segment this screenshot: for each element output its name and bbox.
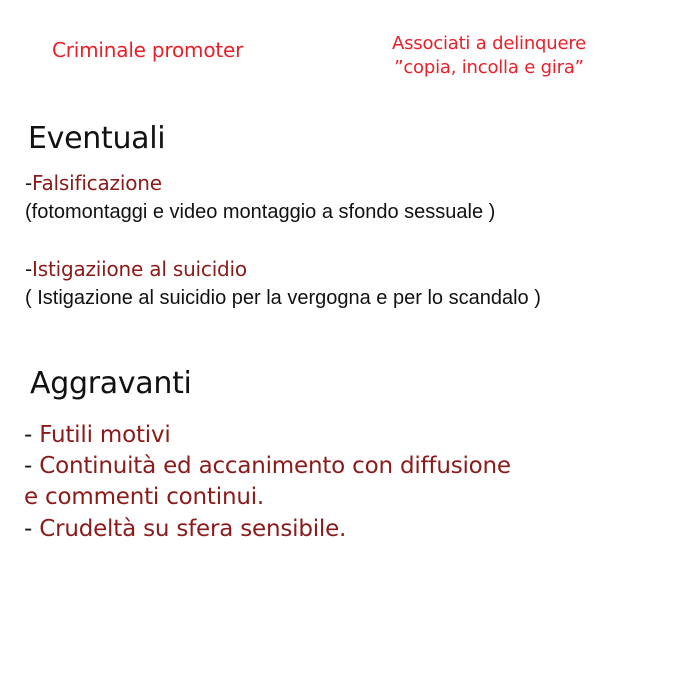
header-right-line-2: ”copia, incolla e gira”: [394, 57, 584, 78]
eventuali-item-description: (fotomontaggi e video montaggio a sfondo sessuale ): [25, 201, 496, 223]
eventuali-item-title: [25, 171, 162, 195]
header-right-line-1: Associati a delinquere: [391, 33, 587, 54]
header-left-title: Criminale promoter: [52, 38, 244, 62]
aggravanti-line-text: e commenti continui.: [24, 484, 264, 510]
aggravanti-line: [24, 516, 346, 542]
eventuali-item-title-text: Istigaziione al suicidio: [32, 257, 247, 281]
aggravanti-heading: Aggravanti: [30, 366, 192, 401]
aggravanti-line-text: Crudeltà su sfera sensibile.: [39, 516, 347, 542]
eventuali-heading: Eventuali: [28, 121, 166, 156]
aggravanti-line: [24, 422, 171, 448]
aggravanti-line-text: Futili motivi: [39, 422, 171, 448]
eventuali-item-dash: -: [25, 171, 33, 195]
aggravanti-line-text: Continuità ed accanimento con diffusione: [39, 453, 511, 479]
eventuali-item-title-text: Falsificazione: [32, 171, 162, 195]
eventuali-item-dash: -: [25, 257, 33, 281]
aggravanti-line: [24, 453, 511, 479]
eventuali-item-title: [25, 257, 247, 281]
aggravanti-line-dash: -: [24, 516, 40, 542]
eventuali-item-description: ( Istigazione al suicidio per la vergogna e per lo scandalo ): [25, 287, 541, 309]
aggravanti-line-dash: -: [24, 422, 40, 448]
header-right-title: [368, 32, 610, 80]
aggravanti-line-dash: -: [24, 453, 40, 479]
aggravanti-line: [24, 484, 264, 510]
